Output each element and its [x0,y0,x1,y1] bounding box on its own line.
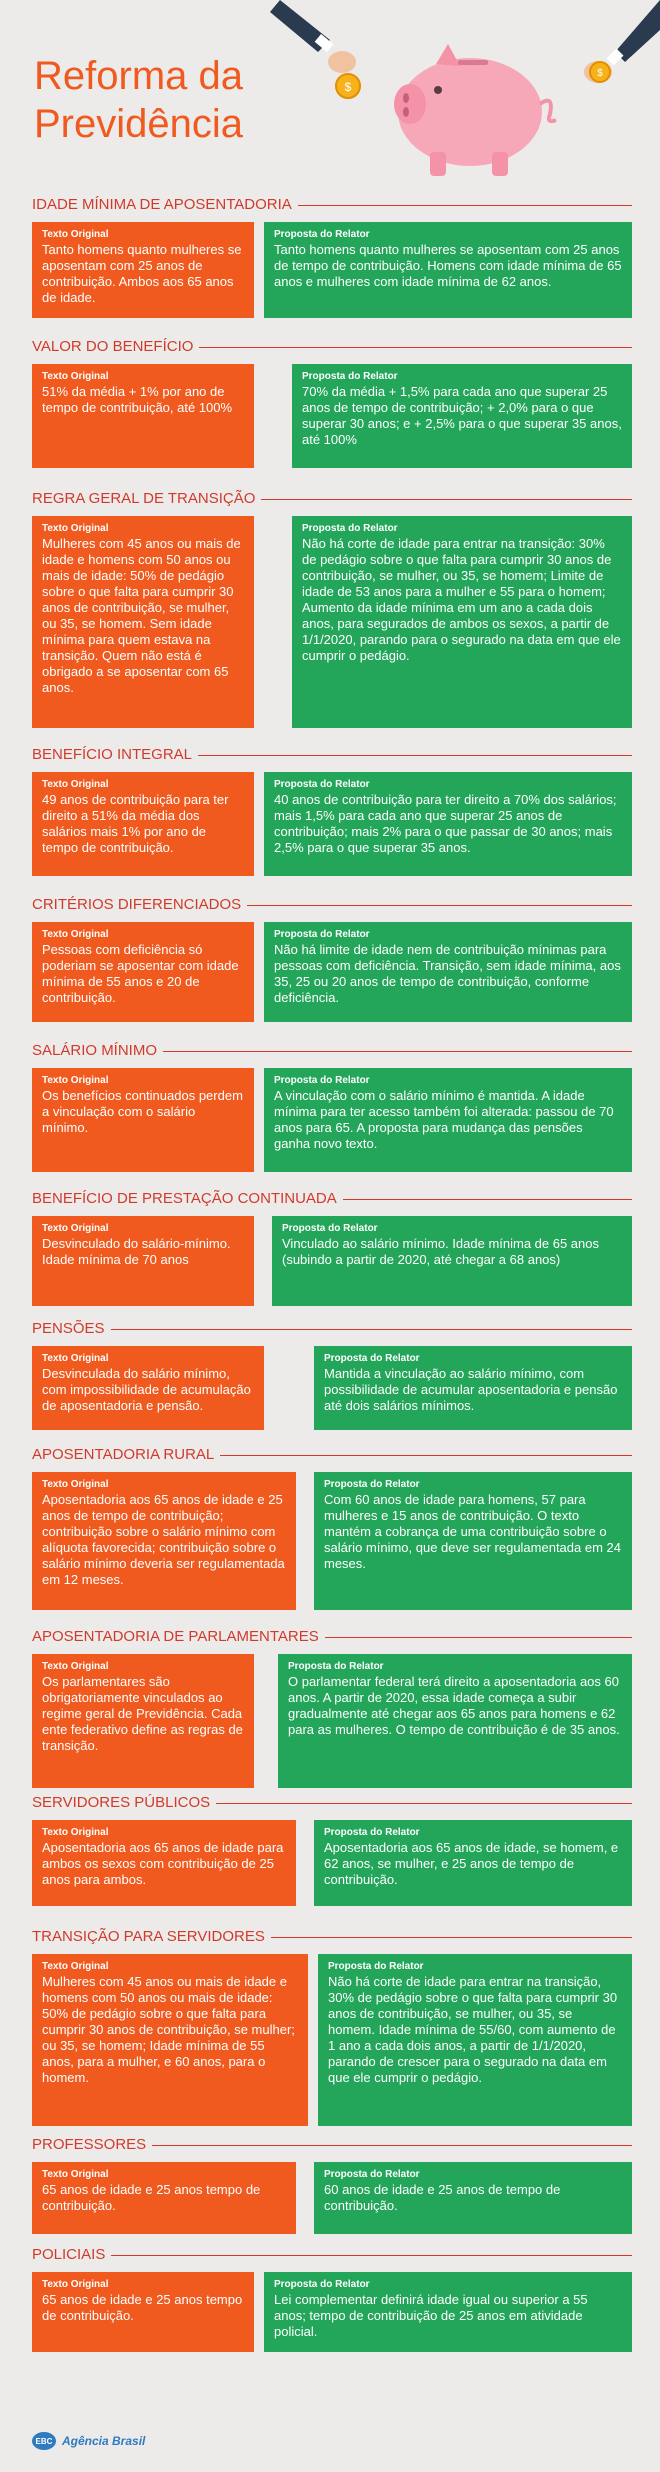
section-divider [32,2255,632,2256]
svg-text:$: $ [344,80,352,94]
section-title: CRITÉRIOS DIFERENCIADOS [32,896,247,914]
original-text-box [32,1954,308,2126]
left-hand-coin-icon [270,0,360,98]
section-title: SERVIDORES PÚBLICOS [32,1794,216,1812]
section-title: REGRA GERAL DE TRANSIÇÃO [32,490,261,508]
section-regra-transicao [32,490,632,695]
original-label: Texto Original [42,1223,109,1234]
original-label: Texto Original [42,779,109,790]
original-label: Texto Original [42,1827,109,1838]
relator-label: Proposta do Relator [302,523,398,534]
relator-label: Proposta do Relator [324,1479,420,1490]
section-parlamentares [32,1628,632,1753]
relator-text: A vinculação com o salário mínimo é mantida. A idade mínima para ter acesso também foi alterada: passou de 70 anos para 65. A proposta para mudança das pensões ganha novo texto. [274,1088,614,1151]
original-text-box [32,922,254,1022]
ebc-logo-icon: EBC [32,2432,56,2450]
relator-text-box [264,2272,632,2352]
section-beneficio-integral [32,746,632,855]
section-title: PENSÕES [32,1320,111,1338]
relator-text-box [278,1654,632,1788]
section-pensoes [32,1320,632,1413]
relator-text-box [314,2162,632,2234]
relator-label: Proposta do Relator [274,2279,370,2290]
relator-label: Proposta do Relator [324,1353,420,1364]
section-title: PROFESSORES [32,2136,152,2154]
original-text-box [32,772,254,876]
relator-label: Proposta do Relator [274,229,370,240]
section-idade-minima [32,196,632,305]
relator-text: Aposentadoria aos 65 anos de idade, se homem, e 62 anos, se mulher, e 25 anos de tempo de contribuição. [324,1840,619,1887]
relator-text: Mantida a vinculação ao salário mínimo, com possibilidade de acumular aposentadoria e pensão até dois salários mínimos. [324,1366,618,1413]
piggy-bank-icon [394,44,556,176]
original-text-box [32,364,254,468]
relator-label: Proposta do Relator [324,1827,420,1838]
relator-text: Lei complementar definirá idade igual ou superior a 55 anos; tempo de contribuição de 25 anos em atividade policial. [274,2292,588,2339]
original-text: Pessoas com deficiência só poderiam se aposentar com idade mínima de 55 anos e 20 de contribuição. [42,942,239,1005]
original-text: Os benefícios continuados perdem a vinculação com o salário mínimo. [42,1088,243,1135]
original-text-box [32,2162,296,2234]
section-divider [32,1329,632,1330]
section-title: SALÁRIO MÍNIMO [32,1042,163,1060]
original-text: 65 anos de idade e 25 anos tempo de contribuição. [42,2182,261,2213]
title-line-1: Reforma da [34,54,243,98]
relator-text: Tanto homens quanto mulheres se aposentam com 25 anos de tempo de contribuição. Homens com idade mínima de 65 anos e mulheres com idade mínima de 62 anos. [274,242,622,289]
relator-text-box [264,222,632,318]
original-text: Aposentadoria aos 65 anos de idade e 25 anos de tempo de contribuição; contribuição sobre o salário mínimo com alíquota favorecida; contribuição sobre o salário mínimo deveria ser regulamentada em 12 meses. [42,1492,285,1587]
original-label: Texto Original [42,1353,109,1364]
original-text-box [32,2272,254,2352]
relator-text-box [314,1346,632,1430]
original-text-box [32,222,254,318]
original-label: Texto Original [42,2169,109,2180]
relator-text: 70% da média + 1,5% para cada ano que superar 25 anos de tempo de contribuição; + 2,0% para o que superar 30 anos; e + 2,5% para o que superar 35 anos, até 100% [302,384,622,447]
section-aposentadoria-rural [32,1446,632,1587]
original-text: Os parlamentares são obrigatoriamente vinculados ao regime geral de Previdência. Cada ente federativo define as regras de transição. [42,1674,243,1753]
page-title [34,52,243,148]
original-text-box [32,516,254,728]
original-label: Texto Original [42,1479,109,1490]
section-title: BENEFÍCIO DE PRESTAÇÃO CONTINUADA [32,1190,343,1208]
section-title: TRANSIÇÃO PARA SERVIDORES [32,1928,271,1946]
footer-logo [32,2432,145,2450]
original-label: Texto Original [42,1661,109,1672]
svg-text:$: $ [597,68,603,79]
original-text: 49 anos de contribuição para ter direito a 51% da média dos salários mais 1% por ano de tempo de contribuição. [42,792,229,855]
right-hand-coin-icon [584,0,660,83]
original-label: Texto Original [42,929,109,940]
original-text-box [32,1346,264,1430]
original-text-box [32,1472,296,1610]
section-salario-minimo [32,1042,632,1151]
original-text: Aposentadoria aos 65 anos de idade para ambos os sexos com contribuição de 25 anos para ambos. [42,1840,284,1887]
section-title: APOSENTADORIA DE PARLAMENTARES [32,1628,325,1646]
original-text: 65 anos de idade e 25 anos tempo de contribuição. [42,2292,243,2323]
original-text: Tanto homens quanto mulheres se aposentam com 25 anos de contribuição. Ambos aos 65 anos de idade. [42,242,242,305]
relator-text-box [272,1216,632,1306]
relator-label: Proposta do Relator [302,371,398,382]
original-text: Mulheres com 45 anos ou mais de idade e homens com 50 anos ou mais de idade: 50% de pedágio sobre o que falta para cumprir 30 anos de contribuição, se mulher, ou 35, se homem. Sem idade mínima para quem estava na transição. Quem não está é obrigado a se aposentar com 65 anos. [42,536,241,695]
relator-text-box [318,1954,632,2126]
section-servidores-publicos [32,1794,632,1887]
section-title: VALOR DO BENEFÍCIO [32,338,199,356]
original-label: Texto Original [42,1961,109,1972]
relator-text: Vinculado ao salário mínimo. Idade mínima de 65 anos (subindo a partir de 2020, até chegar a 68 anos) [282,1236,600,1267]
relator-text-box [264,922,632,1022]
relator-text: Não há corte de idade para entrar na transição, 30% de pedágio sobre o que falta para cumprir 30 anos de contribuição, se mulher, ou 35, se homem. Idade mínima de 55/60, com aumento de 1 ano a cada dois anos, a partir de 1/1/2020, parando de crescer para o segurado na data em que ele cumprir o pedágio. [328,1974,618,2085]
section-title: POLICIAIS [32,2246,111,2264]
original-text-box [32,1820,296,1906]
relator-text-box [314,1820,632,1906]
original-text-box [32,1654,254,1788]
relator-text-box [292,516,632,728]
original-label: Texto Original [42,1075,109,1086]
section-policiais [32,2246,632,2339]
relator-text-box [264,1068,632,1172]
original-label: Texto Original [42,371,109,382]
relator-text: Com 60 anos de idade para homens, 57 para mulheres e 15 anos de contribuição. O texto mantém a cobrança de uma contribuição sobre o salário mínimo, que deve ser regulamentada em 24 meses. [324,1492,621,1571]
relator-text: 40 anos de contribuição para ter direito a 70% dos salários; mais 1,5% para cada ano que superar 25 anos de contribuição; mais 2% para o que passar de 30 anos; mais 2,5% para o que superar 35 anos. [274,792,617,855]
section-title: IDADE MÍNIMA DE APOSENTADORIA [32,196,298,214]
relator-label: Proposta do Relator [328,1961,424,1972]
section-valor-beneficio [32,338,632,447]
section-transicao-servidores [32,1928,632,2085]
section-professores [32,2136,632,2213]
section-criterios-diferenciados [32,896,632,1005]
original-text-box [32,1216,254,1306]
relator-text-box [314,1472,632,1610]
hero-illustration [270,0,660,190]
relator-label: Proposta do Relator [324,2169,420,2180]
relator-label: Proposta do Relator [274,929,370,940]
relator-text-box [292,364,632,468]
original-label: Texto Original [42,523,109,534]
original-text: Desvinculado do salário-mínimo. Idade mínima de 70 anos [42,1236,231,1267]
original-text: Desvinculada do salário mínimo, com impossibilidade de acumulação de aposentadoria e pensão. [42,1366,251,1413]
relator-label: Proposta do Relator [274,779,370,790]
original-text: 51% da média + 1% por ano de tempo de contribuição, até 100% [42,384,233,415]
relator-text-box [264,772,632,876]
section-bpc [32,1190,632,1267]
original-label: Texto Original [42,2279,109,2290]
section-title: APOSENTADORIA RURAL [32,1446,220,1464]
original-text-box [32,1068,254,1172]
relator-text: Não há corte de idade para entrar na transição: 30% de pedágio sobre o que falta para cumprir 30 anos de contribuição, se mulher, ou 35, se homem; Limite de idade de 53 anos para a mulher e 55 para o homem; Aumento da idade mínima em um ano a cada dois anos, para segurados de ambos os sexos, a partir de 1/1/2020, parando para o segurado na data em que ele cumprir o pedágio. [302,536,621,663]
section-title: BENEFÍCIO INTEGRAL [32,746,198,764]
original-text: Mulheres com 45 anos ou mais de idade e homens com 50 anos ou mais de idade: 50% de pedágio sobre o que falta para cumprir 30 anos de contribuição, se mulher; ou 35, se homem; Idade mínima de 55 anos, para a mulher, e 60 anos, para o homem. [42,1974,295,2085]
title-line-2: Previdência [34,102,244,146]
original-label: Texto Original [42,229,109,240]
relator-text: 60 anos de idade e 25 anos de tempo de contribuição. [324,2182,561,2213]
relator-text: O parlamentar federal terá direito a aposentadoria aos 60 anos. A partir de 2020, essa idade começa a subir gradualmente até chegar aos 65 anos para homens e 62 para as mulheres. O tempo de contribuição é de 35 anos. [288,1674,620,1737]
relator-label: Proposta do Relator [288,1661,384,1672]
relator-label: Proposta do Relator [282,1223,378,1234]
brand-name: Agência Brasil [62,2434,146,2448]
relator-label: Proposta do Relator [274,1075,370,1086]
relator-text: Não há limite de idade nem de contribuição mínimas para pessoas com deficiência. Transição, sem idade mínima, aos 35, 25 ou 20 anos de tempo de contribuição, conforme deficiência. [274,942,621,1005]
